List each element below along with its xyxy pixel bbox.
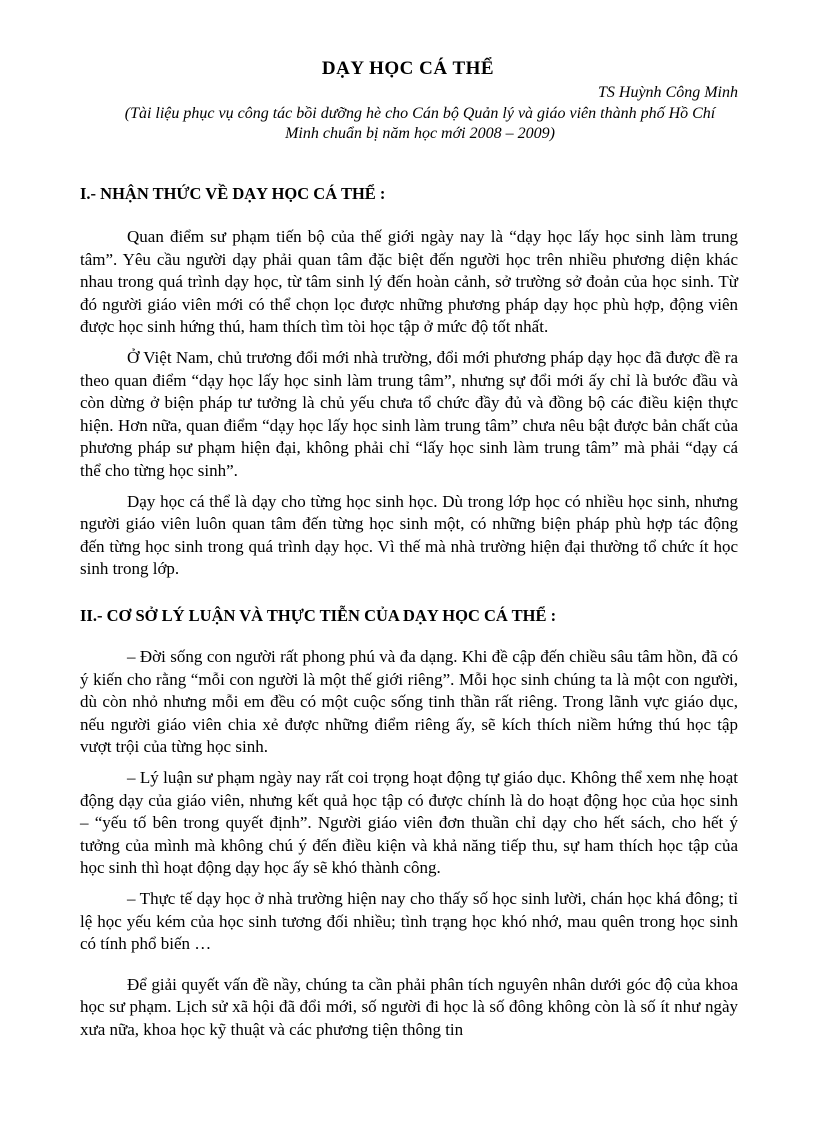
document-note: (Tài liệu phục vụ công tác bồi dưỡng hè cho Cán bộ Quản lý và giáo viên thành phố Hồ Chí Minh chuẩn bị năm học mới 2008 – 2009) [124, 105, 716, 142]
section-2-paragraph: – Thực tế dạy học ở nhà trường hiện nay cho thấy số học sinh lười, chán học khá đông; tỉ lệ học yếu kém của học sinh tương đối nhiều; tình trạng học khó nhớ, mau quên trong học sinh có tính phổ biến … [80, 888, 738, 954]
section-2-paragraph: Để giải quyết vấn đề nầy, chúng ta cần phải phân tích nguyên nhân dưới góc độ của khoa học sư phạm. Lịch sử xã hội đã đổi mới, số người đi học là số đông không còn là số ít như ngày xưa nữa, khoa học kỹ thuật và các phương tiện thông tin [80, 974, 738, 1039]
section-1-heading: I.- NHẬN THỨC VỀ DẠY HỌC CÁ THỂ : [80, 184, 386, 203]
author-line: TS Huỳnh Công Minh [598, 84, 738, 101]
section-1-paragraph: Dạy học cá thể là dạy cho từng học sinh học. Dù trong lớp học có nhiều học sinh, nhưng người giáo viên luôn quan tâm đến từng học sinh một, có những biện pháp phù hợp tác động đến từng học sinh trong quá trình dạy học. Vì thế mà nhà trường hiện đại thường tổ chức ít học sinh trong lớp. [80, 491, 738, 579]
document-title: DẠY HỌC CÁ THỂ [321, 58, 495, 79]
section-2-body [80, 646, 738, 1050]
section-1-paragraph: Ở Việt Nam, chủ trương đổi mới nhà trường, đổi mới phương pháp dạy học đã được đề ra theo quan điểm “dạy học lấy học sinh làm trung tâm”, nhưng sự đổi mới ấy chỉ là bước đầu và còn dừng ở biện pháp tư tưởng là chủ yếu chưa tổ chức đầy đủ và đồng bộ các điều kiện thực hiện. Hơn nữa, quan điểm “dạy học lấy học sinh làm trung tâm” chưa nêu bật được bản chất của phương pháp sư phạm hiện đại, không phải chỉ “lấy học sinh làm trung tâm” mà phải “dạy cá thể cho từng học sinh”. [80, 347, 738, 480]
section-2-heading: II.- CƠ SỞ LÝ LUẬN VÀ THỰC TIỄN CỦA DẠY HỌC CÁ THỂ : [80, 606, 557, 625]
section-1-paragraph: Quan điểm sư phạm tiến bộ của thế giới ngày nay là “dạy học lấy học sinh làm trung tâm”. Yêu cầu người dạy phải quan tâm đặc biệt đến người học trên nhiều phương diện khác nhau trong quá trình dạy học, từ tâm sinh lý đến hoàn cảnh, sở trường sở đoản của học sinh. Từ đó người giáo viên mới có thể chọn lọc được những phương pháp dạy học phù hợp, động viên được học sinh hứng thú, ham thích tìm tòi học tập ở mức độ tốt nhất. [80, 227, 738, 337]
section-1-body [80, 226, 738, 589]
section-2-paragraph: – Lý luận sư phạm ngày nay rất coi trọng hoạt động tự giáo dục. Không thể xem nhẹ hoạt động dạy của giáo viên, nhưng kết quả học tập có được chính là do hoạt động học của học sinh – “yếu tố bên trong quyết định”. Người giáo viên đơn thuần chỉ dạy cho hết sách, cho hết ý tưởng của mình mà không chú ý đến điều kiện và khả năng tiếp thu, sự ham thích học tập của học sinh thì hoạt động dạy học ấy sẽ khó thành công. [80, 767, 738, 878]
section-2-paragraph: – Đời sống con người rất phong phú và đa dạng. Khi đề cập đến chiều sâu tâm hồn, đã có ý kiến cho rằng “mỗi con người là một thế giới riêng”. Mỗi học sinh chúng ta là một con người, dù còn nhỏ nhưng mỗi em đều có một cuộc sống tinh thần rất riêng. Trong lãnh vực giáo dục, nếu người giáo viên chia xẻ được những điểm riêng ấy, sẽ kích thích niềm hứng thú học tập vượt trội của từng học sinh. [80, 647, 738, 757]
